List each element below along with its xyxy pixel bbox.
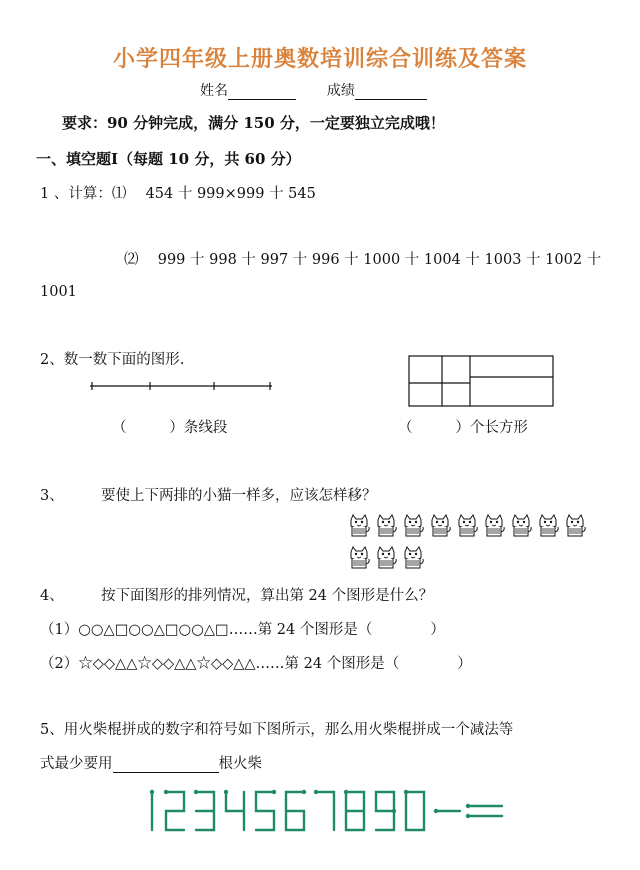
q4-pattern1	[40, 618, 445, 639]
cat-icon-bottom-row	[351, 547, 423, 568]
q4-pattern2	[40, 652, 472, 673]
q1-expr2-cont: 1001	[40, 284, 77, 300]
line-segment-figure	[88, 378, 278, 394]
q3-num: 3、	[40, 488, 64, 504]
requirement-text: 要求：90 分钟完成，满分 150 分，一定要独立完成哦！	[62, 114, 445, 132]
q1-line2	[124, 248, 601, 269]
name-score-row	[200, 80, 427, 100]
q2-answer-segments: （ ）条线段	[112, 420, 228, 436]
name-label: 姓名	[200, 83, 228, 99]
score-blank[interactable]	[355, 85, 427, 100]
q2-answer-rectangles: （ ）个长方形	[398, 420, 528, 436]
q3-text: 要使上下两排的小猫一样多，应该怎样移？	[100, 488, 377, 504]
page-title: 小学四年级上册奥数培训综合训练及答案	[112, 47, 527, 72]
q4-text: 按下面图形的排列情况，算出第 24 个图形是什么？	[100, 588, 434, 604]
q4-line2-label: （2）	[40, 656, 79, 672]
q1-prefix: 1 、计算：⑴	[40, 186, 127, 202]
q1-expr2: 999 十 998 十 997 十 996 十 1000 十 1004 十 1003 十 1002 十	[157, 252, 602, 268]
q4-num: 4、	[40, 588, 64, 604]
q1-line1	[40, 182, 316, 203]
q1-expr1: 454 十 999×999 十 545	[145, 186, 316, 202]
cat-icon-top-row	[351, 515, 585, 536]
section1-heading: 一、填空题Ⅰ（每题 10 分，共 60 分）	[36, 150, 301, 168]
match-heads	[150, 790, 470, 818]
q4-line1: ○○△□○○△□○○△□……第 24 个图形是（ ）	[78, 622, 445, 638]
q5-answer-blank[interactable]	[113, 756, 219, 773]
q5-line2a: 式最少要用	[40, 756, 113, 772]
q3-line	[40, 484, 376, 505]
cats-figure	[346, 512, 592, 574]
matchstick-digits	[152, 792, 502, 830]
matchstick-digits-figure	[142, 786, 522, 836]
score-label: 成绩	[326, 83, 355, 99]
q5-line1: 5、用火柴棍拼成的数字和符号如下图所示，那么用火柴棍拼成一个减法等	[40, 722, 514, 738]
q2-text: 2、数一数下面的图形.	[40, 352, 185, 368]
q4-line2: ☆◇◇△△☆◇◇△△☆◇◇△△……第 24 个图形是（ ）	[78, 656, 472, 672]
name-blank[interactable]	[228, 85, 296, 100]
rectangle-grid-figure	[408, 355, 556, 409]
q5-line2	[40, 752, 262, 773]
q4-line1-label: （1）	[40, 622, 79, 638]
q1-num2: ⑵	[124, 252, 139, 268]
q5-line2b: 根火柴	[218, 756, 262, 772]
q4-line	[40, 584, 433, 605]
